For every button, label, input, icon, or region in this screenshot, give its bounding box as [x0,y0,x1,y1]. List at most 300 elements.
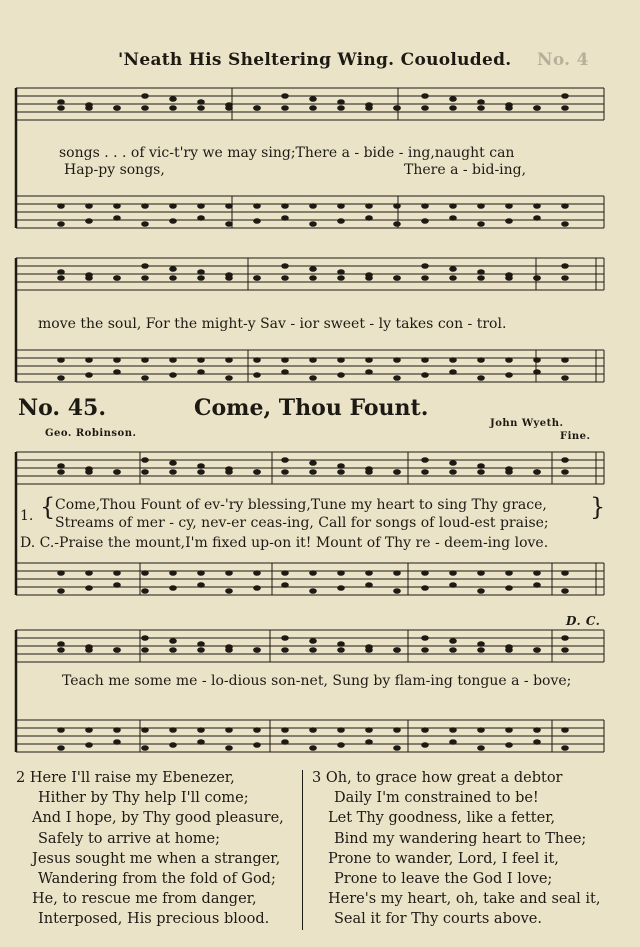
page-number-partial: No. 4 [537,50,589,70]
hymn44-title: 'Neath His Sheltering Wing. Couoluded. [118,50,512,70]
note-head [141,570,149,576]
note-head [113,105,121,111]
note-head [393,570,401,576]
note-head [505,647,513,653]
note-head [449,105,457,111]
note-head [477,203,485,209]
note-head [477,275,485,281]
note-head [393,357,401,363]
note-head [253,203,261,209]
note-head [197,105,205,111]
note-head [421,469,429,475]
note-head [337,218,345,224]
note-head [533,275,541,281]
note-head [57,647,65,653]
note-head [449,647,457,653]
note-head [421,570,429,576]
note-head [533,739,541,745]
note-head [253,469,261,475]
hymn45-lyric-line2: Streams of mer - cy, nev-er ceas-ing, Call for songs of loud-est praise; [55,515,549,531]
note-head [281,357,289,363]
note-head [561,457,569,463]
note-head [253,585,261,591]
note-head [449,469,457,475]
verse-3-line-3: Let Thy goodness, like a fetter, [328,810,556,827]
note-head [309,357,317,363]
note-head [169,727,177,733]
note-head [533,105,541,111]
note-head [57,99,65,105]
note-head [477,99,485,105]
note-head [113,647,121,653]
note-head [561,727,569,733]
note-head [141,275,149,281]
verse-3-line-4: Bind my wandering heart to Thee; [334,830,587,847]
right-brace: } [590,493,606,521]
note-head [365,647,373,653]
note-head [533,357,541,363]
note-head [533,727,541,733]
note-head [141,588,149,594]
note-head [337,641,345,647]
note-head [197,647,205,653]
hymn44-system2-lyrics: move the soul, For the might-y Sav - ior sweet - ly takes con - trol. [38,316,507,332]
note-head [421,585,429,591]
note-head [197,203,205,209]
hymn45-system2-lyrics: Teach me some me - lo-dious son-net, Sung by flam-ing tongue a - bove; [62,673,572,689]
note-head [169,105,177,111]
note-head [449,739,457,745]
note-head [85,570,93,576]
note-head [169,570,177,576]
note-head [477,357,485,363]
note-head [421,263,429,269]
note-head [365,275,373,281]
note-head [393,647,401,653]
note-head [533,369,541,375]
note-head [141,203,149,209]
note-head [505,105,513,111]
note-head [281,275,289,281]
note-head [561,588,569,594]
note-head [449,96,457,102]
note-head [421,105,429,111]
note-head [85,372,93,378]
note-head [225,727,233,733]
verse-3-line-2: Daily I'm constrained to be! [334,790,539,807]
note-head [337,275,345,281]
note-head [561,105,569,111]
note-head [253,742,261,748]
note-head [337,372,345,378]
note-head [421,203,429,209]
note-head [561,203,569,209]
note-head [421,275,429,281]
note-head [337,570,345,576]
note-head [197,641,205,647]
note-head [57,570,65,576]
note-head [309,745,317,751]
note-head [197,369,205,375]
note-head [225,105,233,111]
note-head [141,357,149,363]
note-head [365,105,373,111]
note-head [169,275,177,281]
verse-2-line-2: Hither by Thy help I'll come; [38,790,249,807]
note-head [421,727,429,733]
note-head [309,588,317,594]
note-head [141,221,149,227]
note-head [309,638,317,644]
note-head [253,357,261,363]
note-head [309,221,317,227]
note-head [197,739,205,745]
note-head [85,727,93,733]
note-head [197,269,205,275]
note-head [561,275,569,281]
note-head [449,727,457,733]
note-head [561,221,569,227]
note-head [197,99,205,105]
note-head [449,369,457,375]
note-head [533,215,541,221]
note-head [449,203,457,209]
note-head [57,269,65,275]
verse-3-line-7: Here's my heart, oh, take and seal it, [328,891,601,908]
note-head [113,369,121,375]
note-head [141,93,149,99]
note-head [281,570,289,576]
note-head [421,635,429,641]
note-head [309,460,317,466]
note-head [337,463,345,469]
note-head [253,647,261,653]
note-head [505,357,513,363]
note-head [57,221,65,227]
note-head [225,745,233,751]
verse-2-line-5: Jesus sought me when a stranger, [32,850,281,867]
note-head [449,582,457,588]
hymn45-lyric-line1: Come,Thou Fount of ev-'ry blessing,Tune my heart to sing Thy grace, [55,497,547,513]
note-head [169,266,177,272]
note-head [337,105,345,111]
note-head [365,739,373,745]
note-head [393,375,401,381]
note-head [421,457,429,463]
note-head [477,570,485,576]
note-head [309,727,317,733]
note-head [421,742,429,748]
hymn45-lyricist: Geo. Robinson. [45,428,137,439]
note-head [309,203,317,209]
note-head [365,469,373,475]
note-head [365,203,373,209]
note-head [57,203,65,209]
verse-2-line-6: Wandering from the fold of God; [38,871,276,888]
hymn44-system1-lyrics-alt-left: Hap-py songs, [64,162,165,178]
note-head [225,275,233,281]
note-head [281,457,289,463]
note-head [113,727,121,733]
note-head [309,375,317,381]
note-head [57,463,65,469]
note-head [141,457,149,463]
note-head [477,647,485,653]
note-head [197,463,205,469]
note-head [365,357,373,363]
note-head [169,742,177,748]
verse-2-line-3: And I hope, by Thy good pleasure, [32,810,284,827]
note-head [337,727,345,733]
note-head [449,215,457,221]
note-head [309,647,317,653]
note-head [169,96,177,102]
note-head [365,215,373,221]
note-head [561,647,569,653]
note-head [225,203,233,209]
note-head [57,375,65,381]
note-head [449,638,457,644]
verse-3 [312,768,600,930]
note-head [309,266,317,272]
note-head [309,570,317,576]
verse-2-line-7: He, to rescue me from danger, [32,891,257,908]
verse-2-line-1: 2 Here I'll raise my Ebenezer, [16,770,235,786]
note-head [57,727,65,733]
note-head [85,357,93,363]
note-head [365,369,373,375]
note-head [113,215,121,221]
note-head [449,266,457,272]
note-head [169,357,177,363]
hymn44-system1-lyrics: songs . . . of vic-t'ry we may sing;There a - bide - ing,naught can [59,145,515,161]
note-head [393,469,401,475]
note-head [561,469,569,475]
verse-marker: 1. [20,508,34,524]
note-head [561,263,569,269]
note-head [281,215,289,221]
note-head [169,372,177,378]
note-head [421,372,429,378]
note-head [477,463,485,469]
note-head [169,638,177,644]
note-head [561,93,569,99]
note-head [197,469,205,475]
note-head [57,357,65,363]
note-head [505,727,513,733]
note-head [253,570,261,576]
note-head [141,105,149,111]
note-head [225,570,233,576]
note-head [337,647,345,653]
note-head [57,275,65,281]
note-head [533,647,541,653]
note-head [281,469,289,475]
note-head [365,727,373,733]
hymn45-number: No. 45. [18,395,106,421]
note-head [421,218,429,224]
note-head [141,635,149,641]
note-head [421,93,429,99]
note-head [505,203,513,209]
note-head [141,727,149,733]
note-head [393,221,401,227]
note-head [477,745,485,751]
note-head [253,727,261,733]
note-head [225,221,233,227]
note-head [477,588,485,594]
note-head [169,203,177,209]
note-head [253,218,261,224]
note-head [225,375,233,381]
hymn44-system1-lyrics-alt-right: There a - bid-ing, [404,162,527,178]
note-head [477,105,485,111]
note-head [505,742,513,748]
note-head [477,221,485,227]
note-head [449,357,457,363]
note-head [113,275,121,281]
note-head [393,203,401,209]
note-head [477,375,485,381]
note-head [421,647,429,653]
note-head [365,570,373,576]
hymn45-title: Come, Thou Fount. [194,395,429,421]
note-head [281,582,289,588]
note-head [533,203,541,209]
note-head [477,469,485,475]
note-head [141,647,149,653]
note-head [477,269,485,275]
note-head [337,99,345,105]
note-head [253,275,261,281]
note-head [197,275,205,281]
left-brace: { [40,493,56,521]
note-head [85,218,93,224]
note-head [309,105,317,111]
note-head [505,218,513,224]
note-head [225,647,233,653]
verse-3-line-1: 3 Oh, to grace how great a debtor [312,770,563,786]
note-head [505,372,513,378]
verse-divider [302,770,303,930]
note-head [113,739,121,745]
note-head [57,469,65,475]
note-head [421,357,429,363]
note-head [533,469,541,475]
note-head [225,469,233,475]
note-head [309,469,317,475]
note-head [477,727,485,733]
note-head [561,570,569,576]
note-head [281,105,289,111]
note-head [393,727,401,733]
note-head [337,357,345,363]
note-head [141,263,149,269]
note-head [281,647,289,653]
verse-2-line-8: Interposed, His precious blood. [38,911,270,928]
note-head [85,203,93,209]
note-head [309,275,317,281]
note-head [561,635,569,641]
note-head [365,582,373,588]
note-head [225,588,233,594]
note-head [281,263,289,269]
note-head [85,105,93,111]
note-head [337,203,345,209]
note-head [449,570,457,576]
note-head [85,647,93,653]
hymn45-composer: John Wyeth. [490,418,564,429]
note-head [505,570,513,576]
note-head [533,570,541,576]
note-head [253,372,261,378]
note-head [281,727,289,733]
note-head [281,739,289,745]
note-head [169,469,177,475]
note-head [197,582,205,588]
note-head [57,745,65,751]
verse-2-line-4: Safely to arrive at home; [38,830,221,847]
note-head [561,357,569,363]
note-head [85,275,93,281]
note-head [113,582,121,588]
verse-2 [16,768,284,930]
note-head [505,275,513,281]
note-head [281,93,289,99]
hymn45-lyric-dc-line: D. C.-Praise the mount,I'm fixed up-on it! Mount of Thy re - deem-ing love. [20,535,549,551]
note-head [393,275,401,281]
note-head [281,369,289,375]
note-head [169,647,177,653]
note-head [113,570,121,576]
note-head [393,745,401,751]
note-head [113,357,121,363]
note-head [505,585,513,591]
note-head [281,203,289,209]
note-head [113,469,121,475]
note-head [561,745,569,751]
note-head [169,218,177,224]
note-head [141,469,149,475]
note-head [253,105,261,111]
note-head [533,582,541,588]
note-head [85,469,93,475]
note-head [57,641,65,647]
note-head [85,742,93,748]
note-head [141,745,149,751]
note-head [337,469,345,475]
note-head [337,585,345,591]
note-head [449,275,457,281]
note-head [197,357,205,363]
note-head [113,203,121,209]
note-head [57,588,65,594]
note-head [393,105,401,111]
verse-3-line-6: Prone to leave the God I love; [334,871,553,888]
note-head [197,215,205,221]
note-head [505,469,513,475]
note-head [309,96,317,102]
note-head [169,460,177,466]
note-head [197,570,205,576]
note-head [337,269,345,275]
note-head [169,585,177,591]
note-head [449,460,457,466]
note-head [393,588,401,594]
note-head [197,727,205,733]
hymn45-fine-marker: Fine. [560,431,591,442]
dc-marker: D. C. [566,614,601,628]
